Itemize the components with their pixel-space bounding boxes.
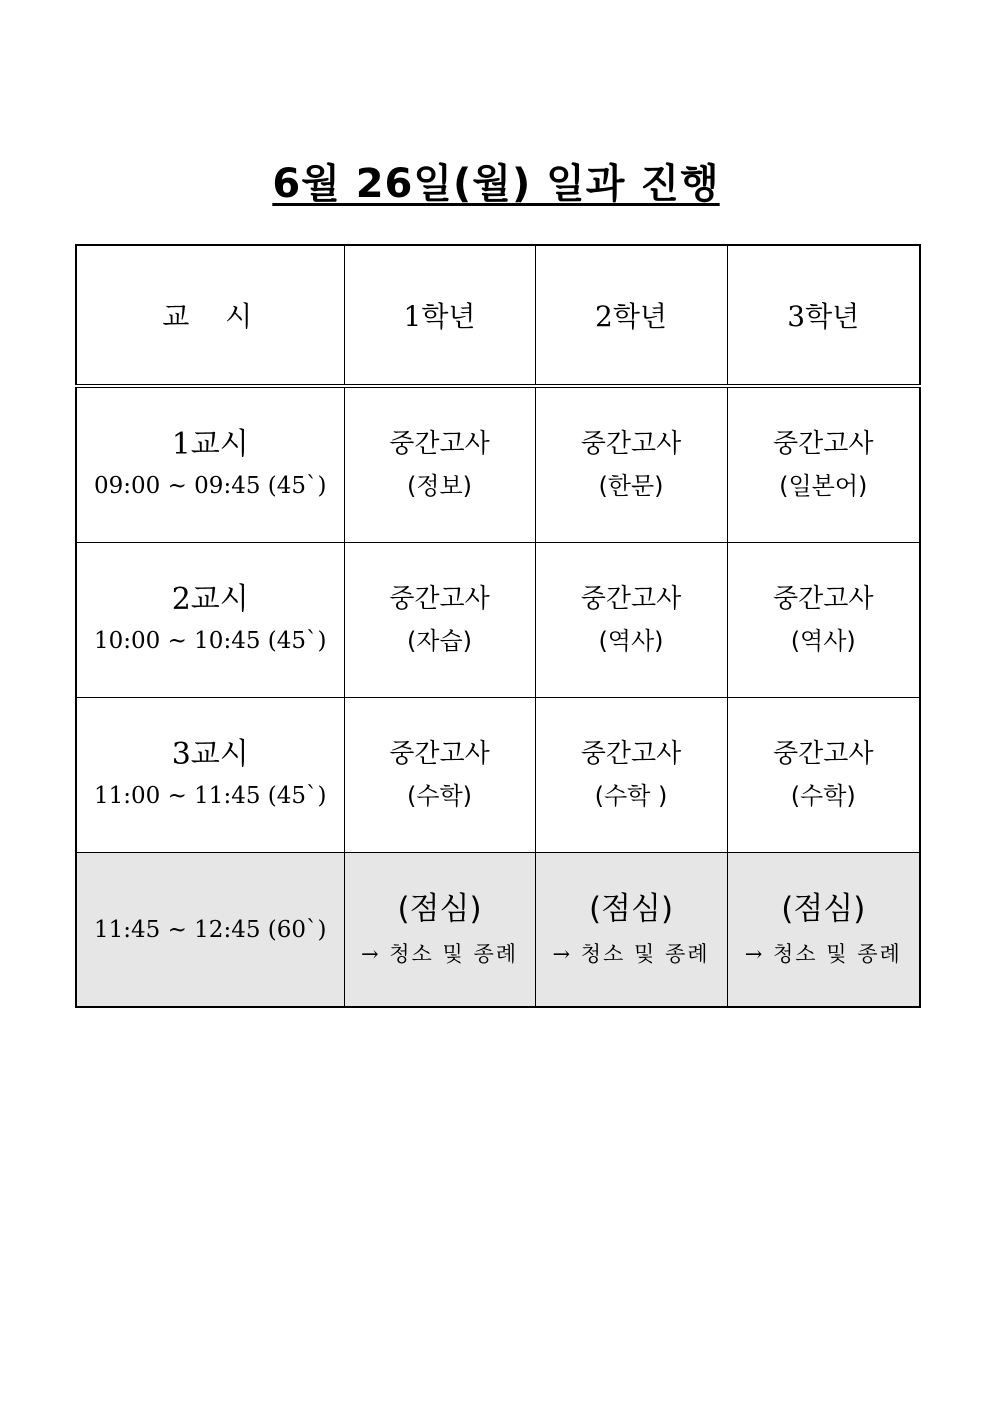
period-cell: [76, 698, 344, 853]
lunch-followup: → 청소 및 종례: [360, 941, 519, 966]
page-title: [0, 156, 992, 212]
lunch-label: (점심): [588, 890, 674, 927]
exam-cell-grade-3: [727, 698, 920, 853]
exam-cell-grade-3: [727, 543, 920, 698]
period-cell: [76, 543, 344, 698]
lunch-time: 11:45 ~ 12:45 (60`): [94, 916, 327, 943]
page-title-text: 6월 26일(월) 일과 진행: [272, 161, 720, 207]
exam-subject: (일본어): [779, 472, 868, 500]
header-period: 교 시: [76, 245, 344, 386]
exam-subject: (정보): [406, 472, 473, 500]
exam-label: 중간고사: [389, 429, 490, 459]
exam-label: 중간고사: [773, 584, 874, 614]
header-grade-1: 1학년: [344, 245, 535, 386]
exam-label: 중간고사: [580, 584, 682, 614]
period-name: 1교시: [171, 427, 249, 462]
exam-subject: (수학 ): [594, 782, 668, 810]
exam-subject: (한문): [598, 472, 664, 500]
exam-subject: (수학): [406, 782, 473, 810]
period-name: 2교시: [171, 582, 249, 617]
header-grade-2: 2학년: [535, 245, 727, 386]
exam-subject: (수학): [790, 782, 856, 810]
period-time: 09:00 ~ 09:45 (45`): [94, 473, 327, 499]
period-cell: [76, 386, 344, 543]
lunch-cell-grade-1: [344, 853, 535, 1008]
header-row: [76, 245, 920, 386]
lunch-time-cell: [76, 853, 344, 1008]
exam-label: 중간고사: [773, 739, 874, 769]
exam-label: 중간고사: [580, 429, 682, 459]
exam-cell-grade-1: [344, 386, 535, 543]
schedule-table: [75, 244, 921, 1008]
exam-cell-grade-1: [344, 698, 535, 853]
exam-label: 중간고사: [580, 739, 682, 769]
exam-cell-grade-3: [727, 386, 920, 543]
exam-label: 중간고사: [389, 584, 490, 614]
exam-label: 중간고사: [389, 739, 490, 769]
lunch-row: [76, 853, 920, 1008]
exam-cell-grade-1: [344, 543, 535, 698]
lunch-followup: → 청소 및 종례: [744, 941, 902, 966]
exam-subject: (자습): [406, 627, 473, 655]
period-time: 10:00 ~ 10:45 (45`): [94, 628, 327, 654]
lunch-label: (점심): [781, 890, 866, 927]
period-name: 3교시: [171, 737, 249, 772]
lunch-cell-grade-3: [727, 853, 920, 1008]
lunch-label: (점심): [397, 890, 482, 927]
lunch-cell-grade-2: [535, 853, 727, 1008]
lunch-followup: → 청소 및 종례: [552, 941, 710, 966]
header-grade-3: 3학년: [727, 245, 920, 386]
exam-subject: (역사): [790, 627, 856, 655]
exam-label: 중간고사: [773, 429, 874, 459]
period-row-2: [76, 543, 920, 698]
exam-cell-grade-2: [535, 543, 727, 698]
exam-cell-grade-2: [535, 386, 727, 543]
exam-subject: (역사): [598, 627, 664, 655]
period-time: 11:00 ~ 11:45 (45`): [94, 783, 327, 809]
period-row-1: [76, 386, 920, 543]
exam-cell-grade-2: [535, 698, 727, 853]
period-row-3: [76, 698, 920, 853]
